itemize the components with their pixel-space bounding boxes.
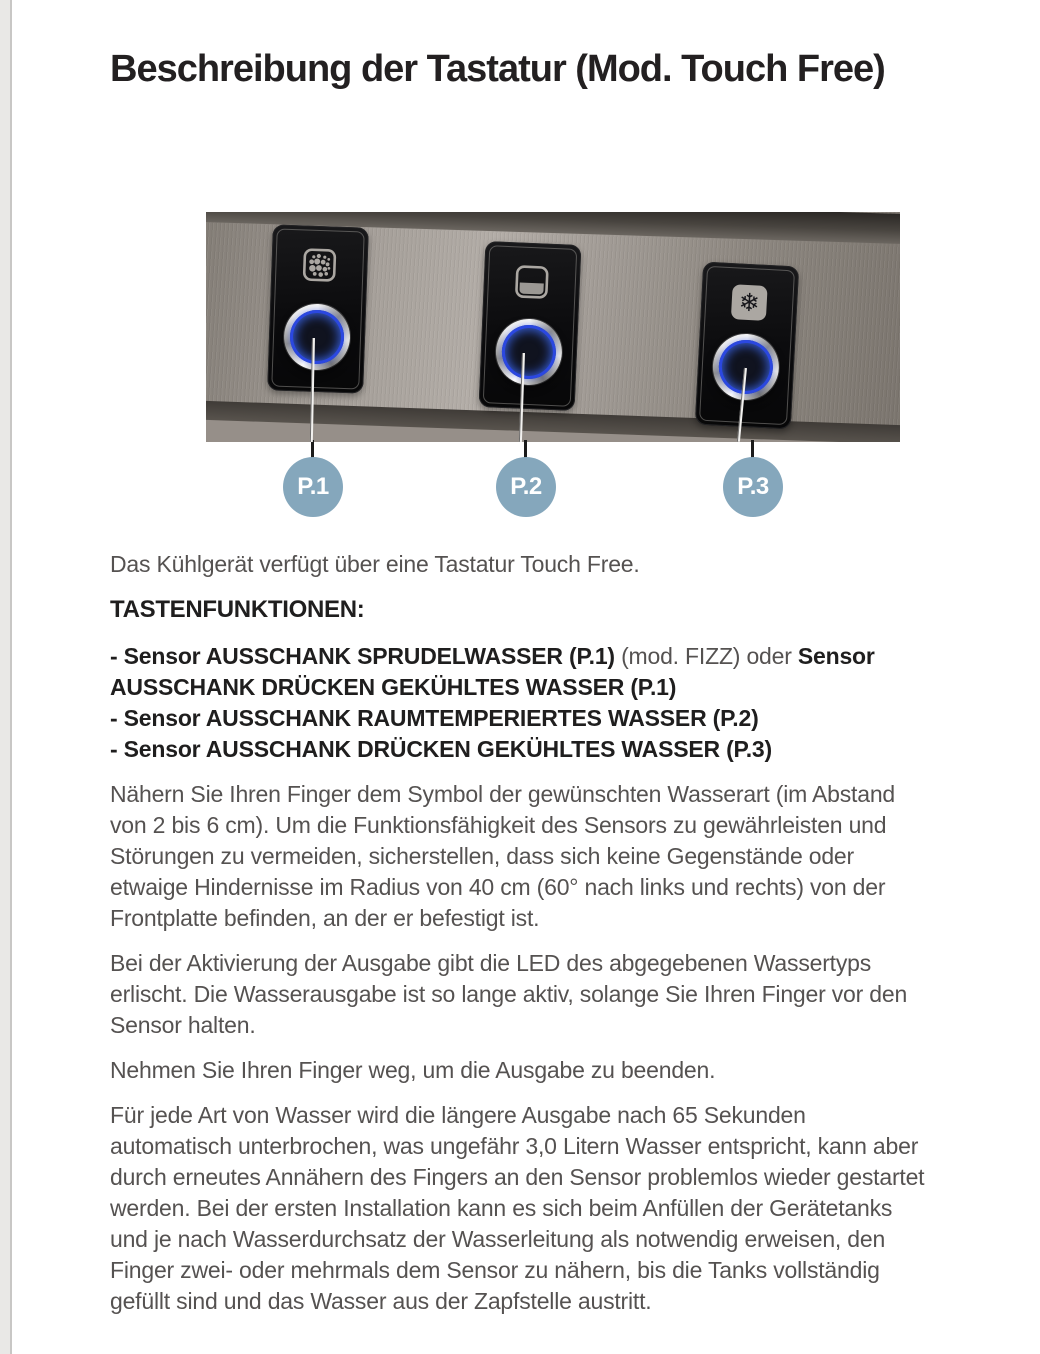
sensor-list <box>110 641 990 765</box>
ambient-water-icon <box>513 263 550 300</box>
led-ring-p2 <box>501 324 557 380</box>
functions-heading: TASTENFUNKTIONEN: <box>110 596 365 623</box>
sensor-item-3: - Sensor AUSSCHANK DRÜCKEN GEKÜHLTES WASSER (P.3) <box>110 736 772 762</box>
page-title: Beschreibung der Tastatur (Mod. Touch Free) <box>110 48 885 90</box>
callout-p1 <box>283 457 343 517</box>
sensor-item-2: - Sensor AUSSCHANK RAUMTEMPERIERTES WASSER (P.2) <box>110 705 759 731</box>
paragraph-timeout <box>110 1100 990 1317</box>
text-line: erlischt. Die Wasserausgabe ist so lange aktiv, solange Sie Ihren Finger vor den <box>110 981 908 1007</box>
intro-text: Das Kühlgerät verfügt über eine Tastatur Touch Free. <box>110 551 640 577</box>
page-edge <box>0 0 12 1354</box>
text-line: Sensor halten. <box>110 1012 256 1038</box>
callout-p2 <box>496 457 556 517</box>
paragraph-stop-dispensing <box>110 1055 990 1086</box>
touch-button-p2 <box>495 318 564 387</box>
text-line: Für jede Art von Wasser wird die längere Ausgabe nach 65 Sekunden <box>110 1102 806 1128</box>
button-panel-sparkling <box>267 224 369 393</box>
sensor-item-1-bold-a: - Sensor AUSSCHANK SPRUDELWASSER (P.1) <box>110 643 615 669</box>
cold-water-icon <box>731 284 768 321</box>
callout-p1-label: P.1 <box>297 473 329 500</box>
callout-p3-label: P.3 <box>737 473 769 500</box>
text-line: automatisch unterbrochen, was ungefähr 3,0 Litern Wasser entspricht, kann aber <box>110 1133 919 1159</box>
callout-p3 <box>723 457 783 517</box>
keypad-photo <box>206 212 900 442</box>
sensor-item-1-regular: (mod. FIZZ) oder <box>614 643 798 669</box>
sensor-item-1-line-2: AUSSCHANK DRÜCKEN GEKÜHLTES WASSER (P.1) <box>110 674 677 700</box>
sparkling-water-icon <box>301 246 338 283</box>
sensor-item-1 <box>110 641 990 672</box>
text-line: Störungen zu vermeiden, sicherstellen, dass sich keine Gegenstände oder <box>110 843 854 869</box>
text-line: Frontplatte befinden, an der er befestigt ist. <box>110 905 540 931</box>
text-line: Nähern Sie Ihren Finger dem Symbol der gewünschten Wasserart (im Abstand <box>110 781 896 807</box>
touch-button-p1 <box>283 303 351 371</box>
text-line: etwaige Hindernisse im Radius von 40 cm (60° nach links und rechts) von der <box>110 874 886 900</box>
text-line: gefüllt sind und das Wasser aus der Zapfstelle austritt. <box>110 1288 652 1314</box>
sensor-item-1-bold-b: Sensor <box>797 643 875 669</box>
callout-p2-label: P.2 <box>510 473 542 500</box>
body-text <box>110 549 990 1317</box>
paragraph-led-activation <box>110 948 990 1041</box>
text-line: und je nach Wasserdurchsatz der Wasserleitung als notwendig erweisen, den <box>110 1226 886 1252</box>
led-ring-p1 <box>289 309 345 365</box>
text-line: Bei der Aktivierung der Ausgabe gibt die LED des abgegebenen Wassertyps <box>110 950 872 976</box>
touch-button-p3 <box>711 332 780 401</box>
button-panel-ambient <box>479 241 582 411</box>
button-panel-cold <box>695 262 799 430</box>
text-line: Nehmen Sie Ihren Finger weg, um die Ausgabe zu beenden. <box>110 1057 716 1083</box>
text-line: werden. Bei der ersten Installation kann es sich beim Anfüllen der Gerätetanks <box>110 1195 893 1221</box>
snowflake-glyph: ❄ <box>738 287 761 318</box>
text-line: durch erneutes Annähern des Fingers an den Sensor problemlos wieder gestartet <box>110 1164 925 1190</box>
paragraph-sensor-approach <box>110 779 990 934</box>
text-line: von 2 bis 6 cm). Um die Funktionsfähigkeit des Sensors zu gewährleisten und <box>110 812 887 838</box>
led-ring-p3 <box>717 339 774 396</box>
text-line: Finger zwei- oder mehrmals dem Sensor zu nähern, bis die Tanks vollständig <box>110 1257 880 1283</box>
